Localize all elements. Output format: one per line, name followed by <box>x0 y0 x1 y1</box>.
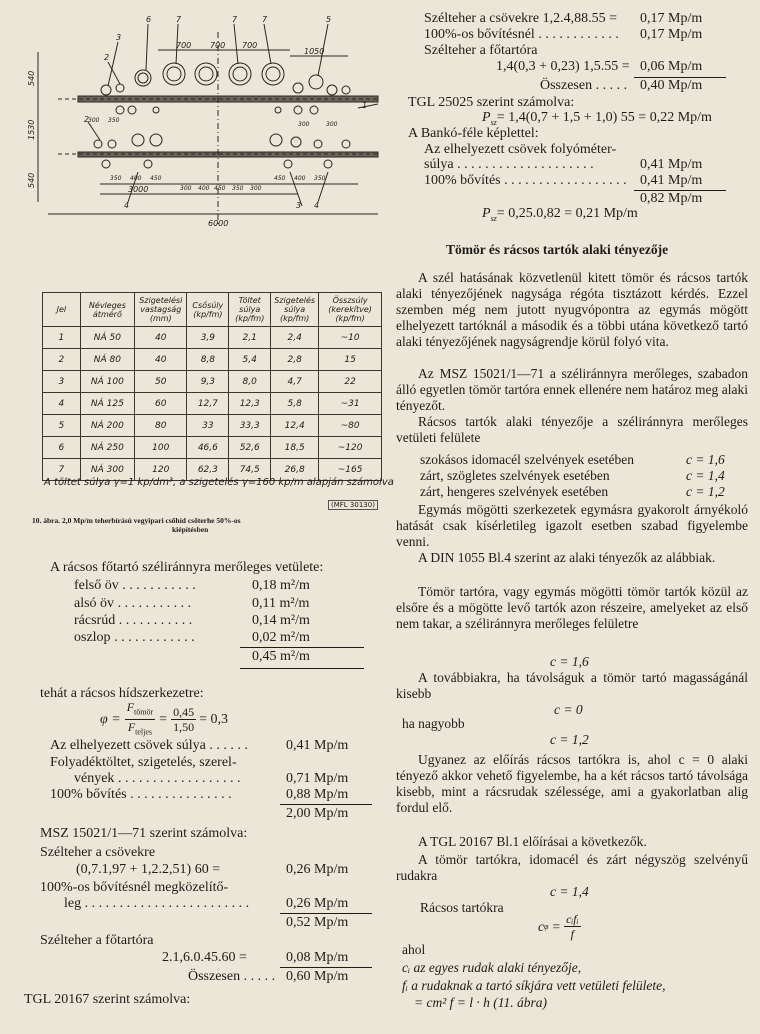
table-cell: 50 <box>135 371 187 393</box>
table-cell: 5,4 <box>229 349 271 371</box>
table-header-row <box>43 293 382 327</box>
table-cell: 4,7 <box>271 371 319 393</box>
pipe-7d <box>262 63 284 85</box>
pipe-7c <box>229 63 251 85</box>
callout-1: 1 <box>362 101 368 110</box>
wind-girder-formula: 2.1,6.0.45.60 = <box>162 950 247 965</box>
sum-rule-4 <box>280 967 372 968</box>
row-oszlop: oszlop . . . . . . . . . . . . <box>74 630 195 645</box>
wind-pipes-formula: (0,7.1,97 + 1,2.2,51) 60 = <box>76 862 221 877</box>
table-cell: 33 <box>187 415 229 437</box>
table-cell: ~165 <box>319 459 382 481</box>
c-line-3: zárt, hengeres szelvények esetében <box>420 484 609 499</box>
r-expand: 100%-os bővítésnél . . . . . . . . . . . . <box>424 27 619 42</box>
table-row <box>43 371 382 393</box>
total-label: Összesen . . . . . <box>188 969 276 984</box>
wind-sum: 0,52 Mp/m <box>286 915 349 930</box>
table-cell: 52,6 <box>229 437 271 459</box>
table-cell: 12,3 <box>229 393 271 415</box>
paragraph-8: ha nagyobb <box>402 716 465 731</box>
load-sum: 2,00 Mp/m <box>286 806 349 821</box>
c-line-1: szokásos idomacél szelvények esetében <box>420 452 635 467</box>
table-cell: NÁ 300 <box>80 459 134 481</box>
banko-expand-value: 0,41 Mp/m <box>640 173 703 188</box>
svg-text:350: 350 <box>110 175 122 182</box>
svg-text:400: 400 <box>130 175 142 182</box>
table-cell: NÁ 100 <box>80 371 134 393</box>
callout-4: 4 <box>124 201 130 210</box>
r-girder-value: 0,06 Mp/m <box>640 59 703 74</box>
table-cell: 5 <box>43 415 81 437</box>
table-cell: 5,8 <box>271 393 319 415</box>
table-cell: ~80 <box>319 415 382 437</box>
section-heading: Tömör és rácsos tartók alaki tényezője <box>446 242 669 257</box>
c-value-3: c = 1,2 <box>686 484 725 499</box>
svg-text:300: 300 <box>88 117 100 124</box>
r-girder-formula: 1,4(0,3 + 0,23) 1,5.55 = <box>496 59 630 74</box>
callout-5: 5 <box>326 15 332 24</box>
col-szigetelesi: Szigetelési vastagság (mm) <box>135 293 187 327</box>
dim-540a: 540 <box>27 70 36 86</box>
callout-3: 3 <box>116 33 122 42</box>
paragraph-3: Rácsos tartók alaki tényezője a széliránnyra merőleges vetületi felülete <box>396 414 748 445</box>
pipe-6 <box>135 70 151 86</box>
wind-girder-value: 0,08 Mp/m <box>286 950 349 965</box>
r-expand-value: 0,17 Mp/m <box>640 27 703 42</box>
table-cell: 6 <box>43 437 81 459</box>
table-row <box>43 393 382 415</box>
wind-girder-title: Szélteher a főtartóra <box>40 933 154 948</box>
load-bovites: 100% bővítés . . . . . . . . . . . . . . . <box>50 787 232 802</box>
table-cell: ~120 <box>319 437 382 459</box>
table-cell: 100 <box>135 437 187 459</box>
def-area: = cm² f = l · h (11. ábra) <box>414 995 548 1010</box>
col-osszsuly: Összsúly (kerekítve) (kp/fm) <box>319 293 382 327</box>
pipe-bridge-drawing <box>28 12 378 232</box>
table-cell: 3 <box>43 371 81 393</box>
table-cell: 80 <box>135 415 187 437</box>
c-line-2: zárt, szögletes szelvények esetében <box>420 468 610 483</box>
wind-expand: leg . . . . . . . . . . . . . . . . . . . . . . . . <box>64 896 250 911</box>
eq-c-0: c = 0 <box>554 702 583 717</box>
dim-3000: 3000 <box>128 185 149 194</box>
table-cell: 2,1 <box>229 327 271 349</box>
pipe-7a <box>163 63 185 85</box>
table-cell: 60 <box>135 393 187 415</box>
row-oszlop-value: 0,02 m²/m <box>252 630 310 645</box>
banko-expand: 100% bővítés . . . . . . . . . . . . . . . . . . <box>424 173 627 188</box>
tgl-title: TGL 20167 szerint számolva: <box>24 992 191 1007</box>
table-cell: 12,7 <box>187 393 229 415</box>
sum-rule-1 <box>240 647 364 648</box>
tgl25025-title: TGL 25025 szerint számolva: <box>408 95 575 110</box>
table-cell: NÁ 50 <box>80 327 134 349</box>
callout-4b: 4 <box>314 201 320 210</box>
ahol: ahol <box>402 942 426 957</box>
callout-7a: 7 <box>176 15 182 24</box>
figure-caption-line2: kiépítésben <box>172 525 209 534</box>
svg-text:450: 450 <box>150 175 162 182</box>
sum-rule-2 <box>280 804 372 805</box>
callout-2b: 2 <box>84 115 90 124</box>
table-cell: NÁ 250 <box>80 437 134 459</box>
dim-1050: 1050 <box>304 47 325 56</box>
table-cell: 12,4 <box>271 415 319 437</box>
total-value: 0,60 Mp/m <box>286 969 349 984</box>
col-jel: Jel <box>43 293 81 327</box>
table-row <box>43 349 382 371</box>
banko-weight: súlya . . . . . . . . . . . . . . . . . . . . <box>424 157 594 172</box>
table-cell: 74,5 <box>229 459 271 481</box>
table-note: A töltet súlya γ=1 kp/dm³, a szigetelés γ=160 kp/m alapján számolva <box>44 477 394 488</box>
callout-3b: 3 <box>296 201 302 210</box>
table-row <box>43 437 382 459</box>
paragraph-9: Ugyanez az előírás rácsos tartókra is, ahol c = 0 alaki tényező akkor vehető figyelembe, ha a két rácsos tartó távolsága kisebb, mint a rácsrudak szélessége, ami a gyakorlatban alig fordul elő. <box>396 752 748 815</box>
row-felso-ov: felső öv . . . . . . . . . . . <box>74 578 196 593</box>
col-csosuly: Csősúly (kp/fm) <box>187 293 229 327</box>
table-row <box>43 415 382 437</box>
callout-2: 2 <box>104 53 110 62</box>
paragraph-11: A tömör tartókra, idomacél és zárt négyszög szelvényű rudakra <box>396 852 748 883</box>
svg-text:450: 450 <box>274 175 286 182</box>
table-cell: 7 <box>43 459 81 481</box>
sum-rule-3 <box>280 913 372 914</box>
tehat-text: tehát a rácsos hídszerkezetre: <box>40 686 204 701</box>
svg-text:300: 300 <box>180 185 192 192</box>
row-also-ov: alsó öv . . . . . . . . . . . <box>74 596 192 611</box>
paragraph-1: A szél hatásának közvetlenül kitett tömör és rácsos tartók alaki tényezőjének nagysága régóta tisztázott kérdés. Ezzel szemben még nem jutott nyugvópontra az egymás mögött elhelyezett tartóknál a második és a többi utána következő tartó alaki tényezőjének nagyságrendje körül folyó vita. <box>396 270 748 349</box>
col-szigeteles-sulya: Szigetelés súlya (kp/fm) <box>271 293 319 327</box>
svg-text:350: 350 <box>232 185 244 192</box>
table-cell: 2,4 <box>271 327 319 349</box>
row-felso-ov-value: 0,18 m²/m <box>252 578 310 593</box>
paragraph-12: Rácsos tartókra <box>420 900 504 915</box>
dim-700b: 700 <box>210 41 226 50</box>
table-cell: 22 <box>319 371 382 393</box>
c-value-2: c = 1,4 <box>686 468 725 483</box>
banko-weight-value: 0,41 Mp/m <box>640 157 703 172</box>
table-cell: ~10 <box>319 327 382 349</box>
table-cell: 33,3 <box>229 415 271 437</box>
def-fi: fᵢ a rudaknak a tartó síkjára vett vetületi felülete, <box>402 978 666 993</box>
table-cell: 1 <box>43 327 81 349</box>
paragraph-10: A TGL 20167 Bl.1 előírásai a következők. <box>418 834 647 849</box>
table-cell: 8,8 <box>187 349 229 371</box>
paragraph-6: Tömör tartóra, vagy egymás mögötti tömör tartók közül az elsőre és a mögötte levő tartók azon részeire, amelyeket az első nem takar, a széliránnyra merőleges felületre <box>396 584 748 631</box>
table-cell: ~31 <box>319 393 382 415</box>
row-racsrud: rácsrúd . . . . . . . . . . . <box>74 613 193 628</box>
svg-text:350: 350 <box>108 117 120 124</box>
cphi-formula: c φ = $\frac{\text{cᵢfᵢ}}{f}$ <box>538 912 579 941</box>
r-girder-title: Szélteher a főtartóra <box>424 43 538 58</box>
col-nevleges: Névleges átmérő <box>80 293 134 327</box>
pipe-weight-table <box>42 292 382 481</box>
load-csovek: Az elhelyezett csövek súlya . . . . . . <box>50 738 248 753</box>
wind-pipes-value: 0,26 Mp/m <box>286 862 349 877</box>
load-csovek-value: 0,41 Mp/m <box>286 738 349 753</box>
dim-1530: 1530 <box>27 119 36 140</box>
pipe-5 <box>309 75 323 89</box>
svg-text:400: 400 <box>198 185 210 192</box>
banko-title: A Bankó-féle képlettel: <box>408 126 539 141</box>
paragraph-7: A továbbiakra, ha távolságuk a tömör tartó magasságánál kisebb <box>396 670 748 701</box>
r-total: Összesen . . . . . <box>540 78 628 93</box>
table-cell: 8,0 <box>229 371 271 393</box>
dim-540b: 540 <box>27 172 36 188</box>
dim-700c: 700 <box>242 41 258 50</box>
table-cell: 3,9 <box>187 327 229 349</box>
table-cell: NÁ 80 <box>80 349 134 371</box>
r-wind-pipes-value: 0,17 Mp/m <box>640 11 703 26</box>
row-also-ov-value: 0,11 m²/m <box>252 596 310 611</box>
table-cell: 4 <box>43 393 81 415</box>
psz-formula-1: $P_{sz}= 1,4(0,7 + 1,5 + 1,0) 55 = 0,22$ Mp/m <box>482 110 712 127</box>
paragraph-5: A DIN 1055 Bl.4 szerint az alaki tényezők az alábbiak. <box>418 550 716 565</box>
banko-sum: 0,82 Mp/m <box>640 191 703 206</box>
table-cell: 9,3 <box>187 371 229 393</box>
table-cell: 40 <box>135 327 187 349</box>
msz-title: MSZ 15021/1—71 szerint számolva: <box>40 826 248 841</box>
table-cell: 15 <box>319 349 382 371</box>
svg-text:300: 300 <box>298 121 310 128</box>
load-folyadek-value: 0,71 Mp/m <box>286 771 349 786</box>
svg-text:350: 350 <box>314 175 326 182</box>
callout-7c: 7 <box>262 15 268 24</box>
table-cell: 120 <box>135 459 187 481</box>
table-cell: NÁ 125 <box>80 393 134 415</box>
table-cell: 2,8 <box>271 349 319 371</box>
paragraph-2: Az MSZ 15021/1—71 a széliránnyra merőleges, szabadon álló egyetlen tömör tartóra ennek ellenére nem határoz meg alaki tényezőt. <box>396 366 748 413</box>
svg-text:300: 300 <box>250 185 262 192</box>
load-folyadek: vények . . . . . . . . . . . . . . . . . . <box>74 771 241 786</box>
intro-text: A rácsos főtartó széliránnyra merőleges vetülete: <box>50 560 324 575</box>
dim-6000: 6000 <box>208 219 229 228</box>
table-cell: 40 <box>135 349 187 371</box>
table-cell: 46,6 <box>187 437 229 459</box>
paragraph-4: Egymás mögötti szerkezetek egymásra gyakorolt árnyékoló hatását csak kísérletileg igazolt esetben szabad figyelembe venni. <box>396 502 748 549</box>
col-toltet: Töltet súlya (kp/fm) <box>229 293 271 327</box>
callout-7b: 7 <box>232 15 238 24</box>
table-cell: 18,5 <box>271 437 319 459</box>
psz-formula-2: $P_{sz}= 0,25.0,82 = 0,21$ Mp/m <box>482 206 638 223</box>
eq-c-12: c = 1,2 <box>550 732 589 747</box>
r-total-value: 0,40 Mp/m <box>640 78 703 93</box>
load-bovites-value: 0,88 Mp/m <box>286 787 349 802</box>
sum-projection: 0,45 m²/m <box>252 649 310 664</box>
table-cell: 2 <box>43 349 81 371</box>
svg-text:450: 450 <box>214 185 226 192</box>
row-racsrud-value: 0,14 m²/m <box>252 613 310 628</box>
table-cell: NÁ 200 <box>80 415 134 437</box>
pipe-7b <box>195 63 217 85</box>
r-wind-pipes: Szélteher a csövekre 1,2.4,88.55 = <box>424 11 617 26</box>
stamp: (MFL 30130) <box>328 500 378 510</box>
load-folyadek-line1: Folyadéktöltet, szigetelés, szerel- <box>50 755 237 770</box>
eq-c-14: c = 1,4 <box>550 884 589 899</box>
banko-line1: Az elhelyezett csövek folyóméter- <box>424 142 617 157</box>
eq-c-16: c = 1,6 <box>550 654 589 669</box>
c-value-1: c = 1,6 <box>686 452 725 467</box>
wind-pipes-title: Szélteher a csövekre <box>40 845 156 860</box>
svg-text:400: 400 <box>294 175 306 182</box>
wind-expand-value: 0,26 Mp/m <box>286 896 349 911</box>
phi-formula: φ = $\frac{F_{tömör}}{F_{teljes}}$ = $\frac{0,45}{1,50}$ = 0,3 <box>100 700 228 737</box>
sum-rule-1b <box>240 668 364 669</box>
dim-700a: 700 <box>176 41 192 50</box>
figure-caption-line1: 10. ábra. 2,0 Mp/m teherbírású vegyipari csőhíd csőterhe 50%-os <box>32 516 241 525</box>
table-cell: 62,3 <box>187 459 229 481</box>
callout-6: 6 <box>146 15 152 24</box>
table-cell: 26,8 <box>271 459 319 481</box>
def-ci: cᵢ az egyes rudak alaki tényezője, <box>402 960 582 975</box>
table-row <box>43 327 382 349</box>
wind-expand-line1: 100%-os bővítésnél megközelítő- <box>40 880 229 895</box>
svg-text:300: 300 <box>326 121 338 128</box>
